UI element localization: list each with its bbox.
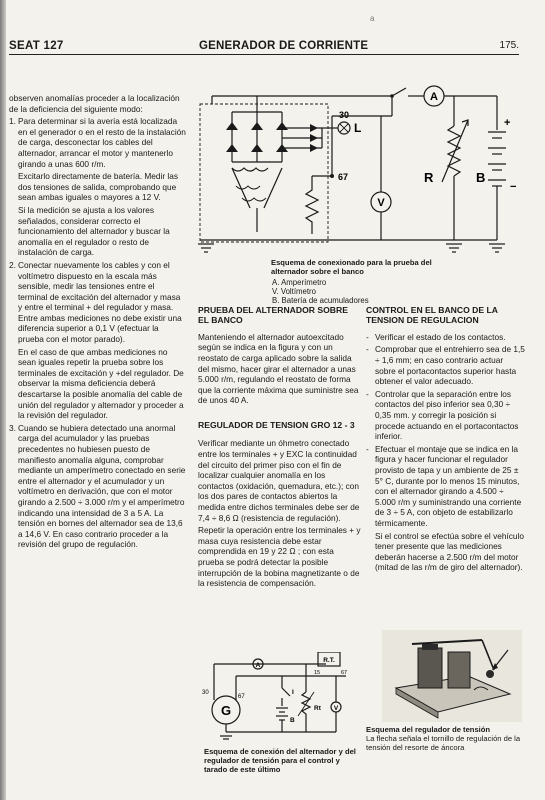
book-spine-shadow	[0, 0, 6, 800]
section-heading-regulator: REGULADOR DE TENSION GRO 12 - 3	[198, 419, 355, 430]
rt-terminal-67: 67	[341, 670, 348, 676]
check-contact-gap: - Controlar que la separación entre los contactos del piso inferior sea 0,30 ÷ 0,35 mm. y corregir la posición si procede actuando en el portacontactos inferior.	[366, 388, 519, 442]
fig-bottom-right-caption	[366, 725, 524, 752]
step-3: 3. Cuando se hubiera detectado una anormal carga del acumulador y las pruebas precedentes no hubiesen puesto de manifiesto anomalía alguna, comprobar mediante un amperímetro conectado en serie entre el alternador y el acumulador y un voltímetro en derivación, que con el motor girando a 2.500 ÷ 3.000 r/m y el amperímetro indicando una intensidad de 3 a 5 A. La tensión en bornes del alternador sea de 13,6 a 14,6 V. En caso contrario proceder a la revisión del grupo de regulación.	[9, 422, 186, 550]
bench-test-paragraph: Manteniendo el alternador autoexcitado según se indica en la figura y con un reostato de carga aplicado sobre la salida del mismo, hacer girar el alternador a unas 5.000 r/m, regulando el reostato de forma que la corriente máxima que suministre sea de unos 40 A.	[198, 331, 359, 406]
stabilize-regulator: - Efectuar el montaje que se indica en la figura y hacer funcionar el regulador provisto de tapa y un ambiente de 25 ± 5° C, durante por lo menos 15 minutos, con el alternador girando a 4.500 ÷ 5.000 r/m y suministrando una corriente de 3 ÷ 5 A, con objeto de estabilizarlo térmicamente.	[366, 443, 522, 528]
fig-top-legend	[272, 278, 447, 305]
header-model: SEAT 127	[9, 40, 64, 52]
rt-terminal-15: 15	[314, 670, 321, 676]
battery-label: B	[476, 170, 486, 185]
rheostat-arrow	[442, 120, 468, 182]
switch-label: I	[292, 689, 294, 696]
gen-terminal-67: 67	[238, 694, 245, 700]
fig-bottom-right-title: Esquema del regulador de tensión	[366, 725, 491, 734]
intro-text: observen anomalías proceder a la localización de la deficiencia del siguiente modo:	[9, 93, 180, 114]
header-rule	[9, 54, 519, 55]
battery-small-label: B	[290, 717, 295, 724]
generator-label: G	[220, 703, 232, 718]
ammeter-small-label: A	[255, 662, 261, 669]
gen-terminal-30: 30	[202, 690, 209, 696]
page-number: 175.	[499, 40, 519, 51]
vehicle-note: Si el control se efectúa sobre el vehículo tener presente que las mediciones deberán hacerse a 2.500 r/m del motor (mitad de las r/m de giro del alternador).	[375, 530, 524, 573]
regulator-label: R.T.	[323, 657, 335, 664]
page-mark: a	[370, 14, 375, 23]
fig-top-caption: Esquema de conexionado para la prueba del alternador sobre el banco	[271, 258, 432, 276]
legend-ammeter: A. Amperímetro	[272, 278, 327, 287]
middle-column	[198, 305, 361, 591]
check-contacts: - Verificar el estado de los contactos.	[366, 331, 506, 342]
step-2: 2. Conectar nuevamente los cables y con el voltímetro dispuesto en la escala más sensible, medir las tensiones entre el terminal de excitación del alternador y masa y entre el terminal + del regulador y masa. Entre ambas mediciones no debe existir una diferencia superior a 0,1 V (efectuar la prueba con el motor parado). En el caso de que ambas mediciones no sean iguales repetir la prueba sobre los terminales de excitación y +del regulador. De observar la misma deficiencia deberá descartarse la posible anomalía del cable de unión del regulador y alternador y proceder a la revisión del regulador.	[9, 259, 184, 421]
legend-voltmeter: V. Voltímetro	[272, 287, 316, 296]
rheostat-symbol	[448, 126, 460, 176]
ground-symbol	[198, 244, 505, 252]
voltmeter-label: V	[377, 197, 385, 209]
section-heading-bench-test: PRUEBA DEL ALTERNADOR SOBRE EL BANCO	[198, 305, 348, 326]
switch-i	[282, 688, 290, 696]
coil-2	[448, 652, 470, 688]
switch	[392, 88, 406, 96]
lamp-label: L	[354, 121, 362, 135]
battery-plus-label: +	[504, 117, 511, 129]
load-resistor-label: Rt	[314, 705, 321, 712]
section-heading-regulation-voltage: CONTROL EN EL BANCO DE LA TENSION DE REGULACION	[366, 305, 498, 326]
alternator-bench-schematic	[192, 82, 522, 264]
diode-bridge	[226, 96, 338, 162]
battery-symbol	[488, 132, 506, 240]
stator-windings	[232, 168, 282, 232]
fig-bottom-right-text: La flecha señala el tornillo de regulación de la tensión del resorte de áncora	[366, 734, 521, 752]
load-resistor	[302, 692, 310, 722]
fig-bottom-left-caption: Esquema de conexión del alternador y del regulador de tensión para el control y tarado de este último	[204, 747, 356, 775]
check-air-gap: - Comprobar que el entrehierro sea de 1,5 ÷ 1,6 mm; en caso contrario actuar sobre el portacontactos superior hasta obtener el valor adecuado.	[366, 344, 525, 387]
adjust-screw	[486, 670, 494, 678]
terminal-30-label: 30	[339, 110, 350, 120]
rheostat-label: R	[424, 170, 434, 185]
legend-battery: B. Batería de acumuladores	[272, 296, 369, 305]
regulator-paragraph-1: Verificar mediante un óhmetro conectado entre los terminales + y EXC la continuidad del circuito del primer piso con el fin de localizar cualquier anomalía en los contactos (oxidación, quemadura, etc.); con los dos pares de contactos abiertos la medida entre dichos terminales debe ser de 7,4 ÷ 8,6 Ω (resistencia de regulación).	[198, 438, 360, 523]
left-column	[9, 93, 186, 552]
regulator-drawing	[382, 630, 522, 722]
battery-minus-label: −	[510, 181, 517, 193]
right-column	[366, 305, 526, 575]
regulator-test-schematic	[196, 652, 366, 744]
header-title: GENERADOR DE CORRIENTE	[199, 40, 369, 52]
terminal-67-label: 67	[338, 172, 349, 182]
ammeter-label: A	[430, 91, 438, 103]
coil-1	[418, 648, 442, 688]
step-1: 1. Para determinar si la avería está localizada en el generador o en el resto de la instalación de carga, desconectar los cables del alternador, arrancar el motor y mantenerlo girando a unas 600 r/m. Excitarlo directamente de batería. Medir las dos tensiones de salida, comprobando que sean ambas iguales o mayores a 12 V. Si la medición se ajusta a los valores señalados, considerar correcto el funcionamiento del alternador y buscar la anomalía en el regulador o resto de instalación de carga.	[9, 116, 186, 258]
regulator-paragraph-2: Repetir la operación entre los terminales + y masa cuya resistencia debe estar comprendida en 19 y 22 Ω ; con esta prueba se podrá detectar la posible interrupción de la bobina magnetizante o de la resistencia de compensación.	[198, 525, 361, 589]
voltmeter-small-label: V	[333, 705, 339, 712]
field-winding	[306, 176, 318, 234]
alternator-outline	[200, 104, 328, 242]
